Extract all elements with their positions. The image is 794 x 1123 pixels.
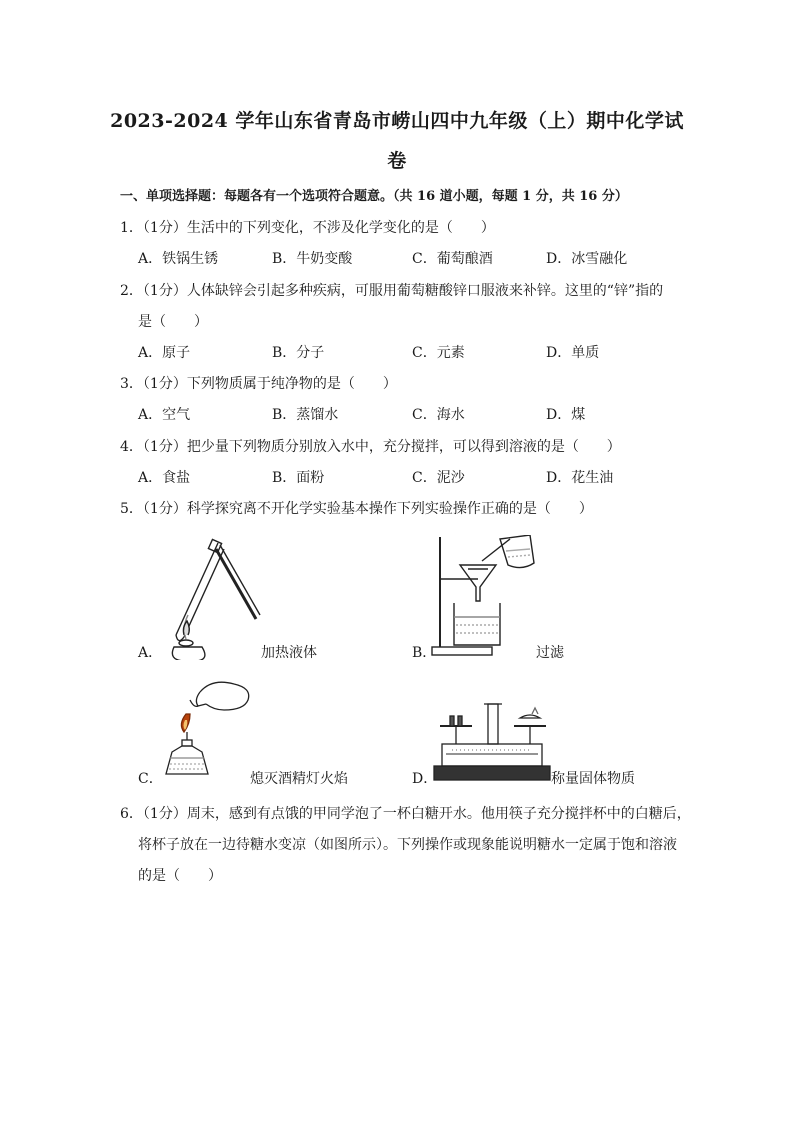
question-6-stem-line2: 将杯子放在一边待糖水变凉（如图所示）。下列操作或现象能说明糖水一定属于饱和溶液: [138, 837, 677, 853]
question-1-stem: 1．（1分）生活中的下列变化，不涉及化学变化的是（ ）: [120, 220, 495, 236]
exam-title-line1: 2023-2024 学年山东省青岛市崂山四中九年级（上）期中化学试: [110, 110, 684, 132]
option-b: B．牛奶变酸: [272, 251, 353, 267]
option-b: B．面粉: [272, 470, 325, 486]
question-2-stem-line2: 是（ ）: [138, 314, 208, 330]
option-b: B．分子: [272, 345, 325, 361]
figure-b-letter: B．: [412, 645, 437, 661]
figure-b-caption: 过滤: [536, 645, 564, 661]
balance-illustration: [432, 700, 554, 785]
section-heading: 一、单项选择题：每题各有一个选项符合题意。（共 16 道小题，每题 1 分，共 16 分）: [120, 189, 628, 204]
filtration-illustration: [430, 535, 545, 660]
question-3-options: [138, 404, 678, 424]
option-c: C．泥沙: [412, 470, 465, 486]
option-a: A．食盐: [138, 470, 191, 486]
option-c: C．葡萄酿酒: [412, 251, 493, 267]
option-d: D．单质: [546, 345, 600, 361]
question-5-stem: 5．（1分）科学探究离不开化学实验基本操作下列实验操作正确的是（ ）: [120, 501, 593, 517]
option-c: C．海水: [412, 407, 465, 423]
option-d: D．冰雪融化: [546, 251, 628, 267]
question-1-options: [138, 248, 678, 268]
option-c: C．元素: [412, 345, 465, 361]
question-3-stem: 3．（1分）下列物质属于纯净物的是（ ）: [120, 376, 397, 392]
option-a: A．空气: [138, 407, 191, 423]
question-2-stem-line1: 2．（1分）人体缺锌会引起多种疾病，可服用葡萄糖酸锌口服液来补锌。这里的“锌”指的: [120, 283, 664, 299]
alcohol-lamp-illustration: [160, 678, 255, 788]
figure-a-letter: A．: [138, 645, 163, 661]
heating-liquid-illustration: [160, 535, 270, 660]
option-a: A．铁锅生锈: [138, 251, 219, 267]
question-4-stem: 4．（1分）把少量下列物质分别放入水中，充分搅拌，可以得到溶液的是（ ）: [120, 439, 621, 455]
option-d: D．花生油: [546, 470, 614, 486]
option-d: D．煤: [546, 407, 586, 423]
figure-a-caption: 加热液体: [261, 645, 317, 661]
option-a: A．原子: [138, 345, 191, 361]
question-6-stem-line3: 的是（ ）: [138, 868, 222, 884]
figure-c-letter: C．: [138, 771, 163, 787]
figure-d-caption: 称量固体物质: [551, 771, 635, 787]
exam-title-line2: 卷: [387, 150, 407, 172]
figure-d-letter: D．: [412, 771, 438, 787]
question-6-stem-line1: 6．（1分）周末，感到有点饿的甲同学泡了一杯白糖开水。他用筷子充分搅拌杯中的白糖后，: [120, 806, 691, 822]
figure-c-caption: 熄灭酒精灯火焰: [250, 771, 348, 787]
option-b: B．蒸馏水: [272, 407, 339, 423]
question-4-options: [138, 467, 678, 487]
question-2-options: [138, 342, 678, 362]
